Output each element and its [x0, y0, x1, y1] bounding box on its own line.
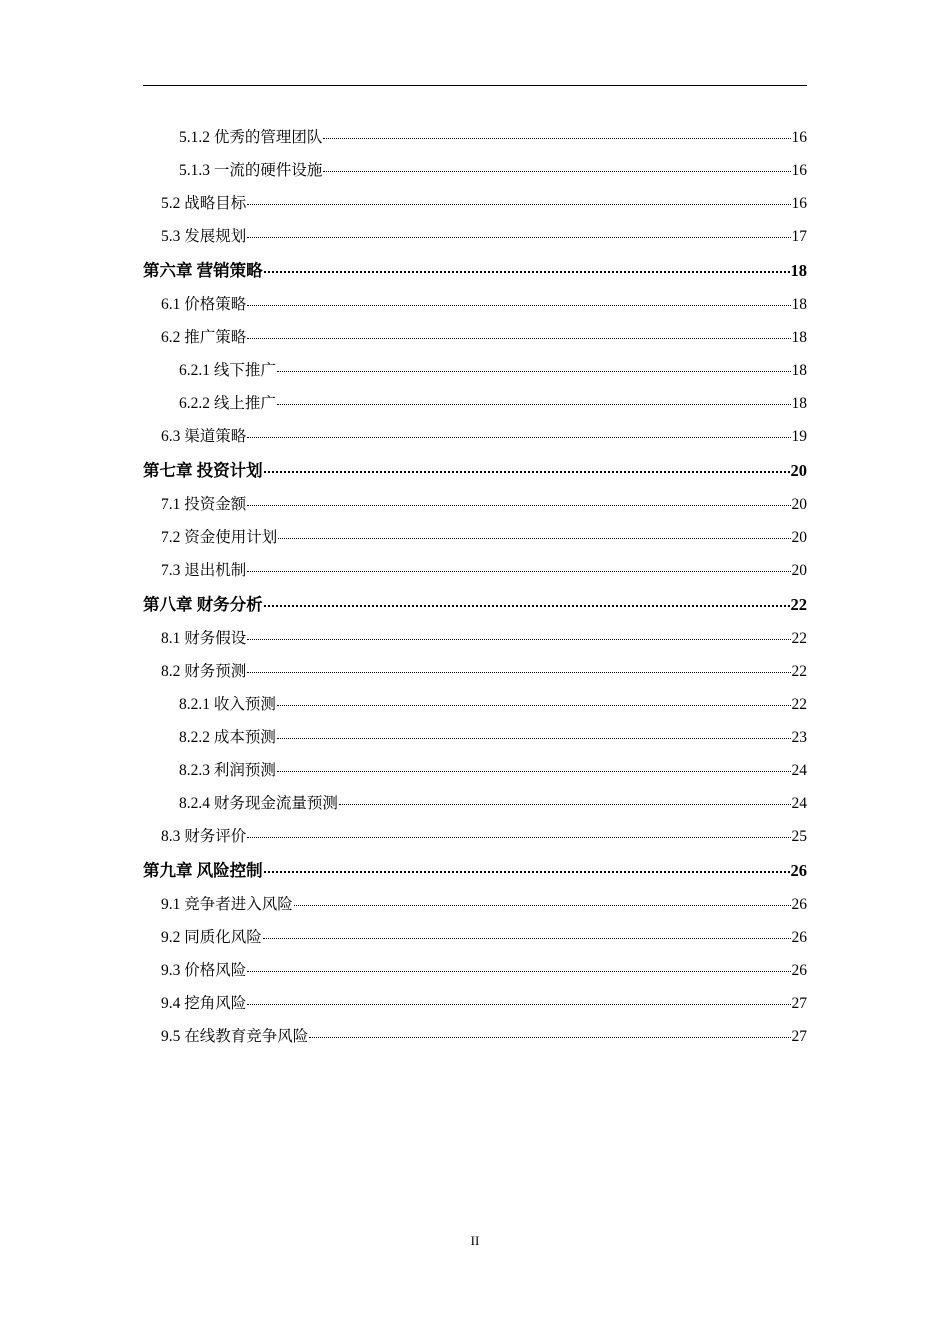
table-of-contents	[143, 121, 807, 1053]
toc-entry-page: 19	[791, 428, 807, 445]
toc-section-entry[interactable]	[143, 754, 807, 787]
toc-dot-leader	[323, 171, 790, 172]
page-number: II	[470, 1233, 480, 1248]
toc-section-entry[interactable]	[143, 121, 807, 154]
toc-dot-leader	[278, 538, 790, 539]
toc-dot-leader	[247, 505, 790, 506]
toc-entry-title: 5.3 发展规划	[161, 228, 247, 245]
toc-section-entry[interactable]	[143, 888, 807, 921]
toc-entry-title: 8.2.1 收入预测	[179, 696, 276, 713]
toc-dot-leader	[247, 305, 790, 306]
toc-entry-title: 第七章 投资计划	[143, 461, 263, 480]
toc-section-entry[interactable]	[143, 688, 807, 721]
toc-entry-title: 9.1 竞争者进入风险	[161, 896, 293, 913]
toc-section-entry[interactable]	[143, 622, 807, 655]
toc-dot-leader	[247, 204, 790, 205]
toc-section-entry[interactable]	[143, 787, 807, 820]
toc-entry-page: 20	[790, 461, 807, 480]
toc-entry-page: 22	[791, 696, 807, 713]
toc-entry-title: 6.2.1 线下推广	[179, 362, 276, 379]
toc-entry-title: 第六章 营销策略	[143, 261, 263, 280]
toc-dot-leader	[247, 437, 790, 438]
toc-section-entry[interactable]	[143, 820, 807, 853]
toc-entry-page: 22	[791, 630, 807, 647]
toc-section-entry[interactable]	[143, 655, 807, 688]
toc-dot-leader	[247, 571, 790, 572]
toc-chapter-entry[interactable]	[143, 853, 807, 888]
toc-section-entry[interactable]	[143, 420, 807, 453]
toc-dot-leader	[323, 138, 790, 139]
toc-dot-leader	[264, 471, 790, 473]
toc-entry-title: 6.2 推广策略	[161, 329, 247, 346]
toc-entry-title: 9.2 同质化风险	[161, 929, 262, 946]
toc-entry-page: 22	[790, 595, 807, 614]
toc-chapter-entry[interactable]	[143, 587, 807, 622]
toc-entry-title: 8.2.3 利润预测	[179, 762, 276, 779]
toc-dot-leader	[264, 271, 790, 273]
toc-section-entry[interactable]	[143, 1020, 807, 1053]
toc-dot-leader	[277, 371, 791, 372]
toc-dot-leader	[339, 804, 791, 805]
header-rule	[143, 85, 807, 86]
toc-entry-title: 8.2.2 成本预测	[179, 729, 276, 746]
toc-entry-title: 5.1.2 优秀的管理团队	[179, 129, 323, 146]
toc-entry-page: 26	[790, 861, 807, 880]
toc-entry-title: 9.5 在线教育竞争风险	[161, 1028, 309, 1045]
toc-entry-page: 26	[791, 896, 807, 913]
toc-dot-leader	[264, 871, 790, 873]
toc-entry-title: 6.1 价格策略	[161, 296, 247, 313]
toc-entry-title: 5.1.3 一流的硬件设施	[179, 162, 323, 179]
toc-entry-title: 7.3 退出机制	[161, 562, 247, 579]
toc-entry-title: 8.3 财务评价	[161, 828, 247, 845]
toc-entry-page: 25	[791, 828, 807, 845]
toc-section-entry[interactable]	[143, 321, 807, 354]
toc-dot-leader	[277, 771, 791, 772]
toc-entry-page: 16	[791, 162, 807, 179]
toc-dot-leader	[294, 905, 791, 906]
toc-chapter-entry[interactable]	[143, 453, 807, 488]
toc-entry-page: 26	[791, 962, 807, 979]
toc-entry-page: 22	[791, 663, 807, 680]
toc-section-entry[interactable]	[143, 954, 807, 987]
toc-entry-page: 20	[791, 562, 807, 579]
toc-section-entry[interactable]	[143, 154, 807, 187]
toc-entry-title: 5.2 战略目标	[161, 195, 247, 212]
toc-entry-title: 第九章 风险控制	[143, 861, 263, 880]
toc-section-entry[interactable]	[143, 921, 807, 954]
toc-entry-title: 8.2.4 财务现金流量预测	[179, 795, 338, 812]
toc-section-entry[interactable]	[143, 488, 807, 521]
toc-entry-page: 27	[791, 1028, 807, 1045]
toc-dot-leader	[247, 1004, 790, 1005]
toc-entry-title: 第八章 财务分析	[143, 595, 263, 614]
toc-dot-leader	[309, 1037, 790, 1038]
toc-entry-title: 9.4 挖角风险	[161, 995, 247, 1012]
toc-dot-leader	[247, 672, 790, 673]
toc-entry-page: 26	[791, 929, 807, 946]
toc-entry-title: 7.1 投资金额	[161, 496, 247, 513]
toc-entry-title: 7.2 资金使用计划	[161, 529, 278, 546]
toc-entry-page: 17	[791, 228, 807, 245]
toc-entry-page: 20	[791, 496, 807, 513]
toc-section-entry[interactable]	[143, 721, 807, 754]
toc-section-entry[interactable]	[143, 987, 807, 1020]
toc-entry-page: 16	[791, 129, 807, 146]
toc-entry-page: 24	[791, 795, 807, 812]
toc-entry-page: 18	[791, 362, 807, 379]
toc-entry-title: 9.3 价格风险	[161, 962, 247, 979]
toc-dot-leader	[264, 605, 790, 607]
toc-section-entry[interactable]	[143, 554, 807, 587]
toc-entry-page: 18	[790, 261, 807, 280]
toc-section-entry[interactable]	[143, 288, 807, 321]
toc-entry-page: 18	[791, 329, 807, 346]
toc-dot-leader	[247, 971, 790, 972]
toc-dot-leader	[277, 404, 791, 405]
toc-section-entry[interactable]	[143, 521, 807, 554]
toc-dot-leader	[277, 738, 791, 739]
toc-dot-leader	[247, 639, 790, 640]
toc-entry-page: 23	[791, 729, 807, 746]
toc-dot-leader	[247, 237, 790, 238]
toc-dot-leader	[247, 837, 790, 838]
toc-dot-leader	[247, 338, 790, 339]
toc-entry-page: 18	[791, 296, 807, 313]
toc-entry-title: 8.2 财务预测	[161, 663, 247, 680]
toc-entry-title: 6.3 渠道策略	[161, 428, 247, 445]
toc-entry-title: 6.2.2 线上推广	[179, 395, 276, 412]
toc-section-entry[interactable]	[143, 220, 807, 253]
toc-entry-page: 18	[791, 395, 807, 412]
toc-entry-page: 20	[791, 529, 807, 546]
toc-dot-leader	[277, 705, 791, 706]
toc-dot-leader	[263, 938, 791, 939]
toc-section-entry[interactable]	[143, 387, 807, 420]
toc-entry-page: 27	[791, 995, 807, 1012]
toc-chapter-entry[interactable]	[143, 253, 807, 288]
toc-section-entry[interactable]	[143, 187, 807, 220]
toc-entry-page: 24	[791, 762, 807, 779]
toc-entry-title: 8.1 财务假设	[161, 630, 247, 647]
toc-section-entry[interactable]	[143, 354, 807, 387]
toc-entry-page: 16	[791, 195, 807, 212]
